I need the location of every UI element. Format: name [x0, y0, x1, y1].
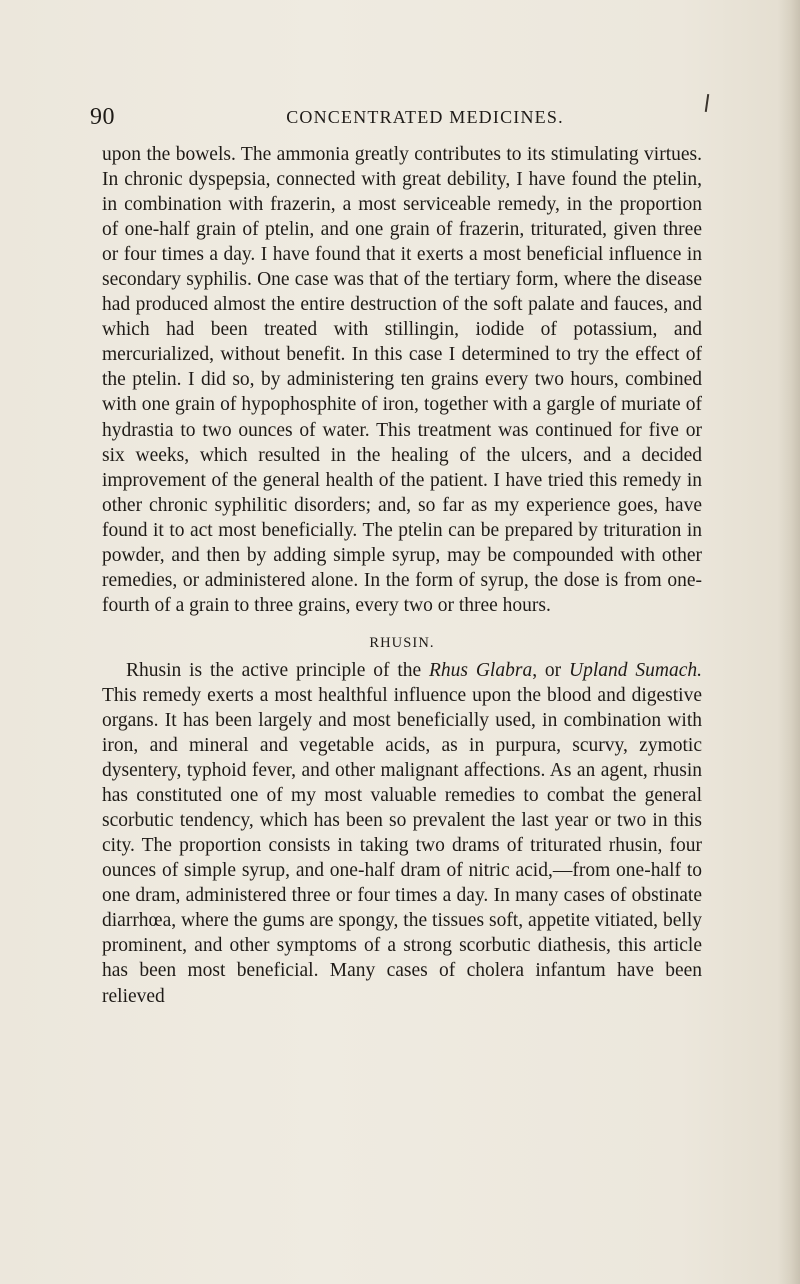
page-edge-shadow [778, 0, 800, 1284]
running-head: CONCENTRATED MEDICINES. [286, 107, 564, 127]
page-number: 90 [90, 104, 115, 130]
paragraph: upon the bowels. The ammonia greatly contributes to its stimulating virtues. In chronic dyspepsia, connected with great debility, I have found the ptelin, in combination with frazerin, a most serviceable remedy, in the proportion of one-half grain of ptelin, and one grain of frazerin, triturated, given three or four times a day. I have found that it exerts a most beneficial influence in secondary syphilis. One case was that of the tertiary form, where the disease had produced almost the entire destruction of the soft palate and fauces, and which had been treated with stillingin, iodide of potassium, and mercurialized, without benefit. In this case I determined to try the effect of the ptelin. I did so, by administering ten grains every two hours, combined with one grain of hypophosphite of iron, together with a gargle of muriate of hydrastia to two ounces of water. This treatment was continued for five or six weeks, which resulted in the healing of the ulcers, and a decided improvement of the general health of the patient. I have tried this remedy in other chronic syphilitic disorders; and, so far as my experience goes, have found it to act most beneficially. The ptelin can be prepared by trituration in powder, and then by adding simple syrup, may be compounded with other remedies, or administered alone. In the form of syrup, the dose is from one-fourth of a grain to three grains, every two or three hours. [102, 144, 702, 616]
paragraph-text: This remedy exerts a most healthful influence upon the blood and digestive organs. It has been largely and most beneficially used, in combination with iron, and mineral and vegetable acids, as in purpura, scurvy, zymotic dysentery, typhoid fever, and other malignant affections. As an agent, rhusin has constituted one of my most valuable remedies to combat the general scorbutic tendency, which has been so prevalent the last year or two in this city. The proportion consists in taking two drams of triturated rhusin, four ounces of simple syrup, and one-half dram of nitric acid,—from one-half to one dram, administered three or four times a day. In many cases of obstinate diarrhœa, where the gums are spongy, the tissues soft, appetite vitiated, belly prominent, and other symptoms of a strong scorbutic diathesis, this article has been most beneficial. Many cases of cholera infantum have been relieved [102, 684, 702, 1007]
page-header [90, 104, 730, 134]
paragraph-text: Rhusin is the active principle of the [126, 659, 429, 681]
body-text [102, 142, 702, 1009]
italic-term: Upland Sumach. [569, 659, 702, 681]
paragraph-text: , or [532, 659, 570, 681]
italic-term: Rhus Glabra [429, 659, 533, 681]
paragraph [102, 658, 702, 1009]
section-heading: RHUSIN. [369, 634, 435, 651]
